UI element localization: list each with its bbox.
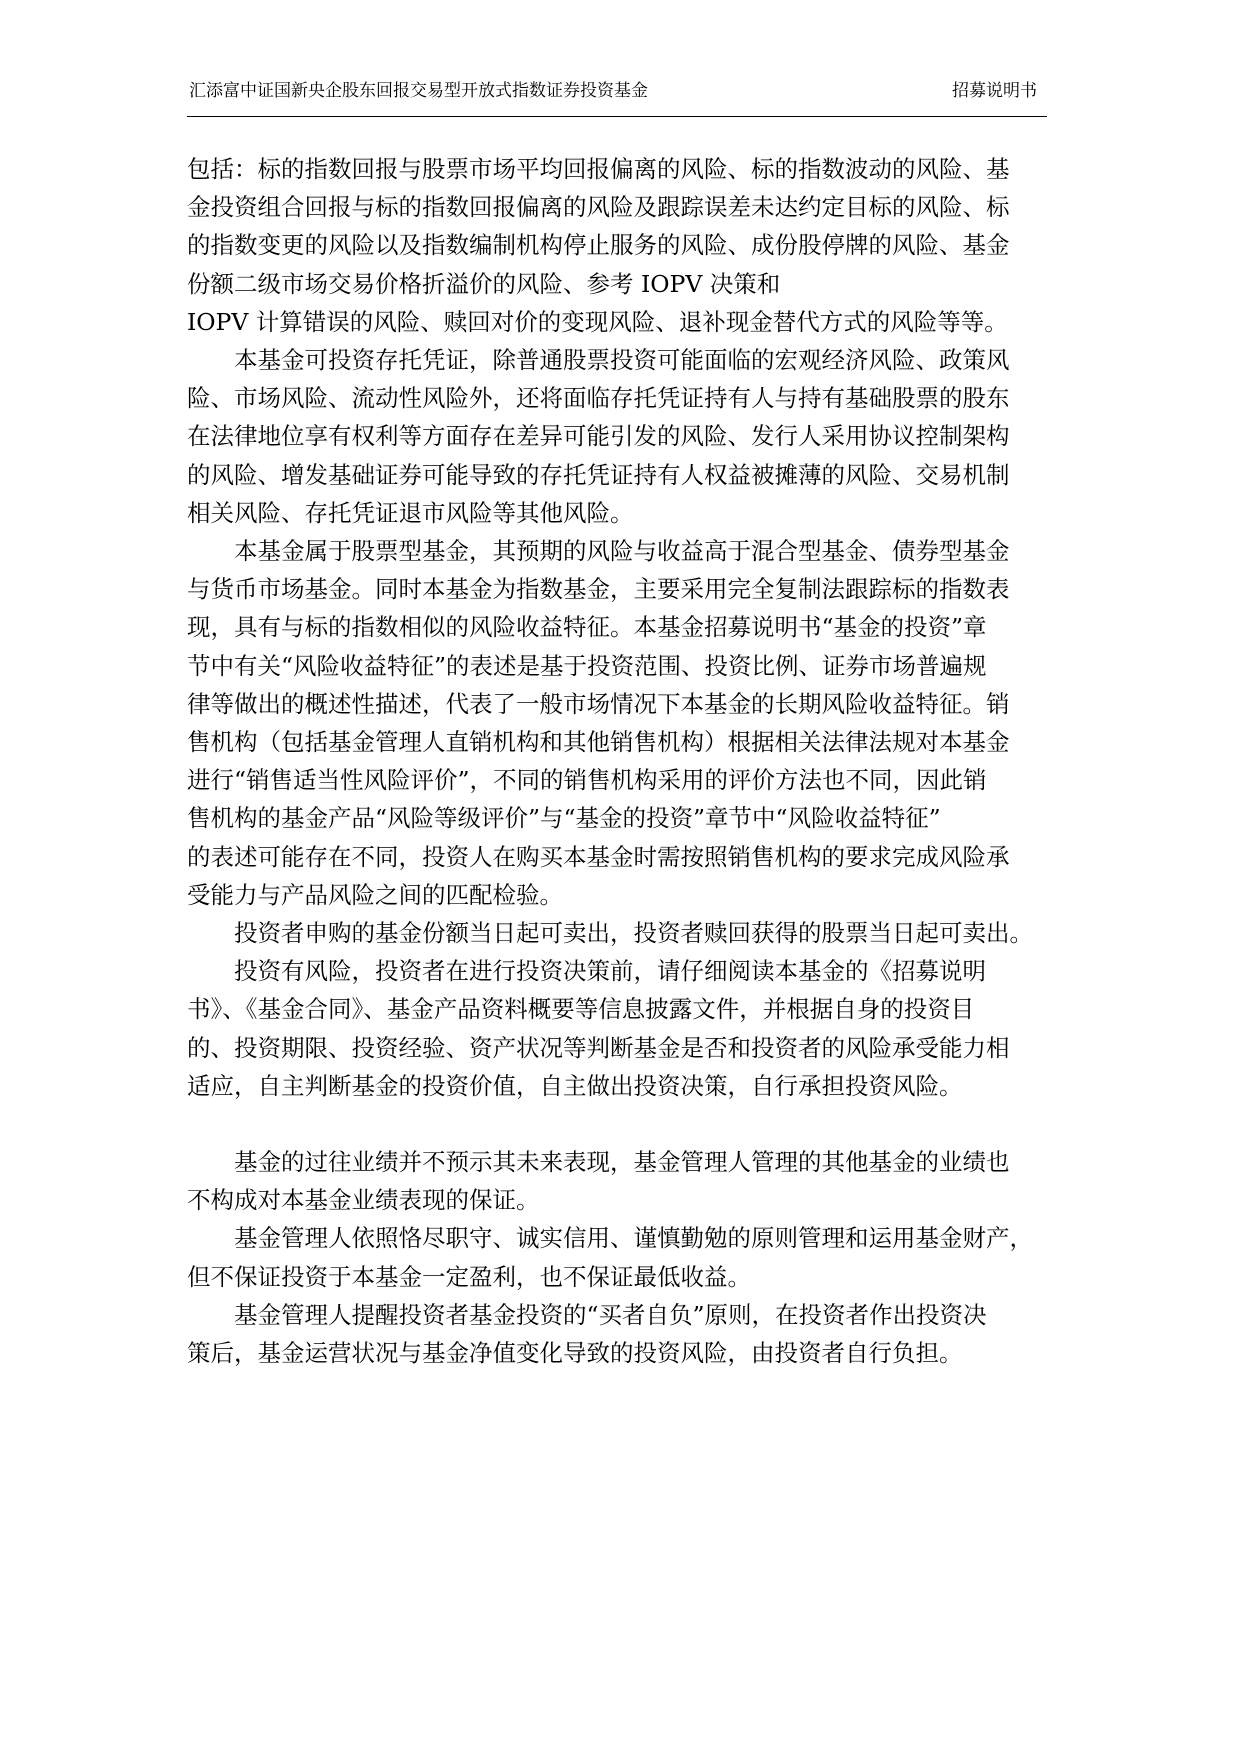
text-line: 基金的过往业绩并不预示其未来表现，基金管理人管理的其他基金的业绩也 [234,1148,1010,1177]
text-line: 本基金属于股票型基金，其预期的风险与收益高于混合型基金、债券型基金 [234,537,1010,566]
text-line: 律等做出的概述性描述，代表了一般市场情况下本基金的长期风险收益特征。销 [187,689,1010,718]
text-line: 适应，自主判断基金的投资价值，自主做出投资决策，自行承担投资风险。 [187,1071,963,1100]
text-line: 售机构（包括基金管理人直销机构和其他销售机构）根据相关法律法规对本基金 [187,728,1010,757]
text-line: 不构成对本基金业绩表现的保证。 [187,1186,540,1215]
paragraph-same-day-sale [187,914,1057,952]
text-line: 与货币市场基金。同时本基金为指数基金，主要采用完全复制法跟踪标的指数表 [187,575,1010,604]
text-line: 投资有风险，投资者在进行投资决策前，请仔细阅读本基金的《招募说明 [234,957,986,986]
text-line: 险、市场风险、流动性风险外，还将面临存托凭证持有人与持有基础股票的股东 [187,384,1010,413]
text-line: 售机构的基金产品“风险等级评价”与“基金的投资”章节中“风险收益特征” [187,804,941,833]
text-line: 在法律地位享有权利等方面存在差异可能引发的风险、发行人采用协议控制架构 [187,422,1010,451]
text-line: 的指数变更的风险以及指数编制机构停止服务的风险、成份股停牌的风险、基金 [187,231,1010,260]
text-line: 金投资组合回报与标的指数回报偏离的风险及跟踪误差未达约定目标的风险、标 [187,193,1010,222]
text-line: 包括：标的指数回报与股票市场平均回报偏离的风险、标的指数波动的风险、基 [187,155,1010,183]
text-line: 进行“销售适当性风险评价”，不同的销售机构采用的评价方法也不同，因此销 [187,766,987,795]
paragraph-caveat-emptor [187,1296,1057,1372]
text-line: 书》、《基金合同》、基金产品资料概要等信息披露文件，并根据自身的投资目 [187,995,975,1024]
text-line: 本基金可投资存托凭证，除普通股票投资可能面临的宏观经济风险、政策风 [234,346,1010,375]
text-line: 份额二级市场交易价格折溢价的风险、参考 IOPV 决策和 [187,269,781,298]
text-line: 策后，基金运营状况与基金净值变化导致的投资风险，由投资者自行负担。 [187,1339,963,1368]
text-line: 基金管理人依照恪尽职守、诚实信用、谨慎勤勉的原则管理和运用基金财产， [234,1224,1033,1253]
document-title: 汇添富中证国新央企股东回报交易型开放式指数证券投资基金 [189,81,648,101]
paragraph-investment-warning [187,952,1057,1105]
document-body [187,150,1057,1372]
text-line: 但不保证投资于本基金一定盈利，也不保证最低收益。 [187,1262,751,1291]
text-line: 的风险、增发基础证券可能导致的存托凭证持有人权益被摊薄的风险、交易机制 [187,460,1010,489]
page-header [187,68,1047,117]
text-line: 相关风险、存托凭证退市风险等其他风险。 [187,498,634,527]
text-line: 节中有关“风险收益特征”的表述是基于投资范围、投资比例、证券市场普遍规 [187,651,987,680]
text-line: 基金管理人提醒投资者基金投资的“买者自负”原则，在投资者作出投资决 [234,1300,987,1329]
text-line: 现，具有与标的指数相似的风险收益特征。本基金招募说明书“基金的投资”章 [187,613,987,642]
paragraph-manager-duty [187,1219,1057,1295]
text-line: 投资者申购的基金份额当日起可卖出，投资者赎回获得的股票当日起可卖出。 [234,919,1033,948]
text-line: 的表述可能存在不同，投资人在购买本基金时需按照销售机构的要求完成风险承 [187,842,1010,871]
text-line: IOPV 计算错误的风险、赎回对价的变现风险、退补现金替代方式的风险等等。 [187,307,1008,336]
paragraph-past-performance [187,1143,1057,1219]
document-type: 招募说明书 [952,81,1037,101]
paragraph-depositary-receipts [187,341,1057,532]
text-line: 受能力与产品风险之间的匹配检验。 [187,880,563,909]
paragraph-risk-profile [187,532,1057,914]
blank-line [187,1105,1057,1143]
paragraph-risks-continued [187,150,1057,341]
text-line: 的、投资期限、投资经验、资产状况等判断基金是否和投资者的风险承受能力相 [187,1033,1010,1062]
